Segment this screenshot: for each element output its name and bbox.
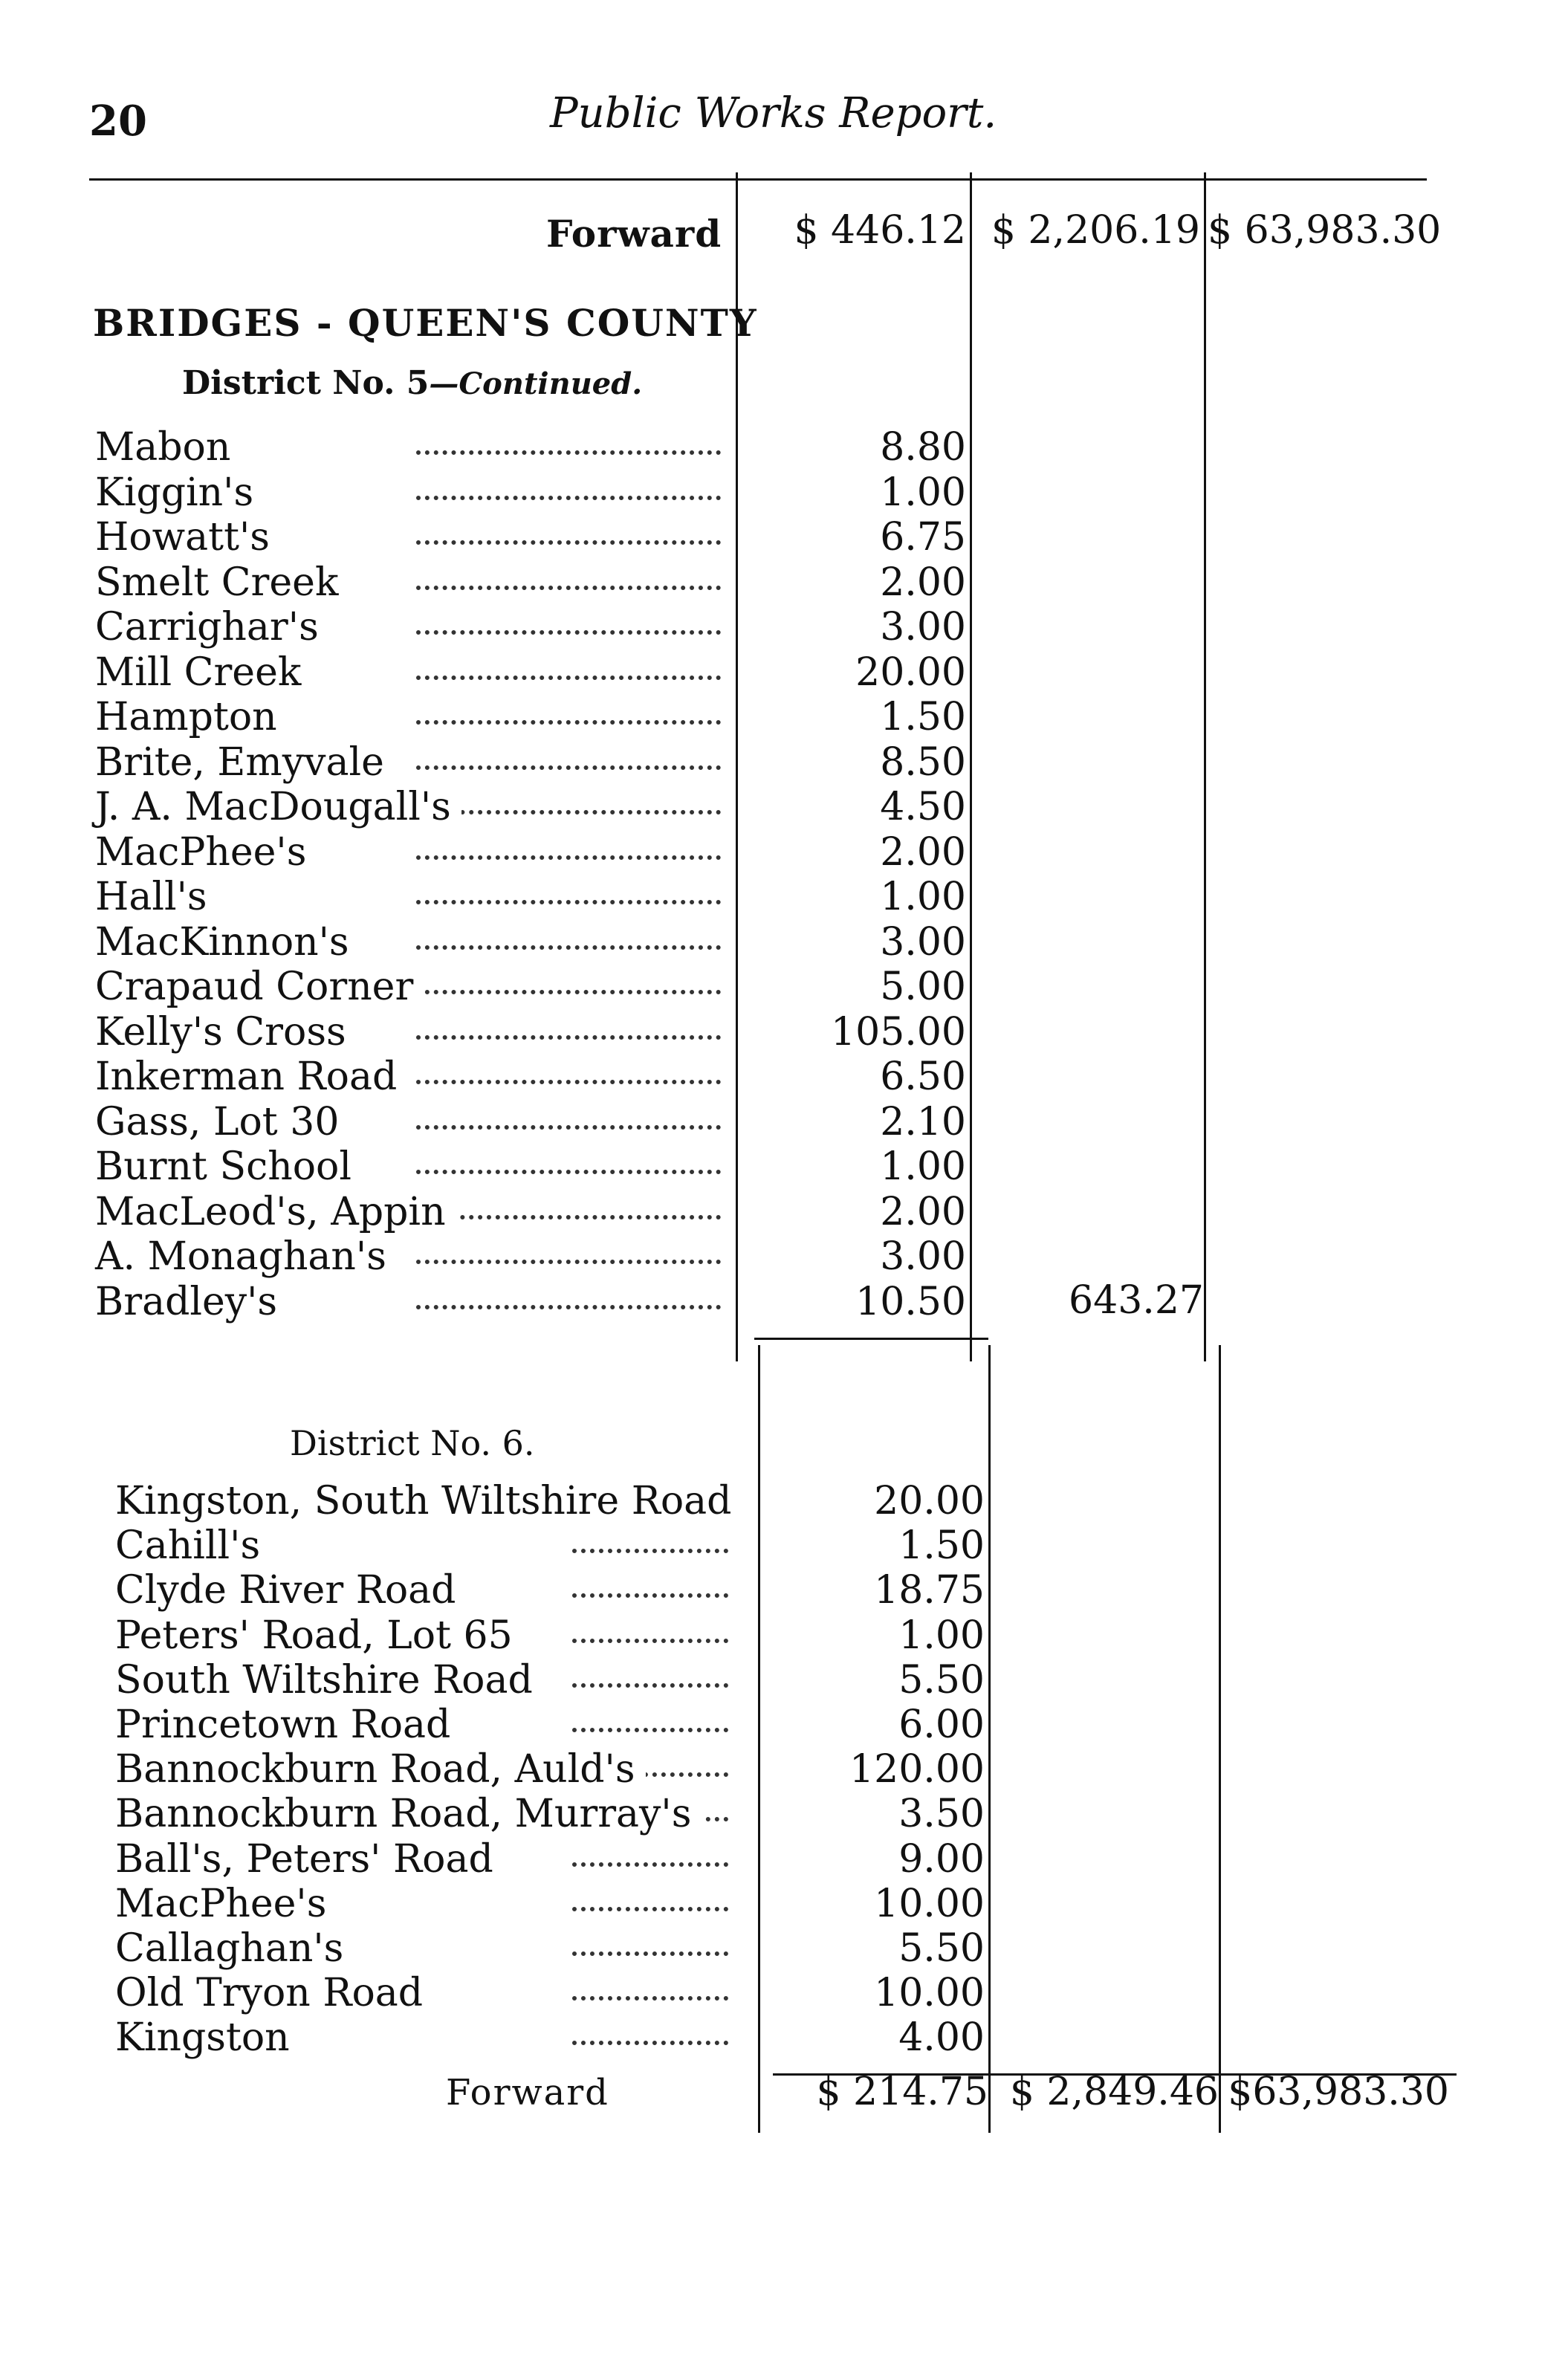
district-5-leader-dots (416, 810, 721, 814)
district-5-title (182, 364, 642, 402)
running-title: Public Works Report. (550, 89, 997, 137)
district-5-leader-dots (416, 676, 721, 680)
district-5-item-name: A. Monaghan's (95, 1234, 397, 1279)
district-6-item-name: Bannockburn Road, Auld's (115, 1747, 646, 1792)
forward-col3-bottom: $63,983.30 (1228, 2070, 1449, 2114)
district-5-item-amount: 20.00 (855, 650, 966, 695)
forward-col1-bottom: $ 214.75 (816, 2070, 988, 2114)
district-5-leader-dots (416, 586, 721, 590)
district-5-leader-dots (416, 900, 721, 904)
district-6-item-amount: 6.00 (898, 1703, 985, 1747)
district-6-item-name: South Wiltshire Road (115, 1658, 543, 1703)
district-5-item-name: Kiggin's (95, 470, 264, 515)
district-5-leader-dots (416, 765, 721, 770)
district-5-item-amount: 8.50 (880, 739, 966, 785)
page-number: 20 (89, 97, 147, 146)
district-5-item-name: Carrighar's (95, 605, 329, 650)
forward-col3-top: $ 63,983.30 (1208, 208, 1442, 253)
district-6-item-name: Ball's, Peters' Road (115, 1837, 504, 1882)
district-6-leader-dots (572, 1951, 728, 1956)
district-5-item-amount: 1.00 (880, 1144, 966, 1189)
district-6-leader-dots (572, 1996, 728, 2001)
district-5-item-amount: 8.80 (880, 425, 966, 470)
district-5-item-name: Hall's (95, 875, 218, 919)
district-5-item-name: Crapaud Corner (95, 965, 424, 1009)
district-5-item-name: Howatt's (95, 515, 280, 560)
district-6-item-amount: 5.50 (898, 1926, 985, 1971)
district-6-item-amount: 120.00 (849, 1747, 985, 1792)
district-5-item-name: Smelt Creek (95, 560, 349, 605)
district-5-item-name: MacPhee's (95, 830, 317, 875)
header-rule (89, 178, 1427, 181)
column-rule-2 (970, 172, 972, 1361)
district-5-subtotal: 643.27 (1069, 1278, 1204, 1323)
district-5-subtotal-rule (754, 1338, 988, 1340)
district-6-item-amount: 10.00 (874, 1881, 985, 1926)
district-5-item-amount: 6.75 (880, 515, 966, 560)
district-5-leader-dots (416, 1080, 721, 1084)
district-5-leader-dots (416, 1260, 721, 1264)
district-6-item-amount: 4.00 (898, 2015, 985, 2061)
district-6-leader-dots (572, 2041, 728, 2045)
district-5-item-name: Mill Creek (95, 650, 311, 695)
district-6-leader-dots (572, 1683, 728, 1688)
district-5-item-amount: 2.00 (880, 829, 966, 875)
district-6-item-name: Old Tryon Road (115, 1971, 433, 2015)
district-5-leader-dots (416, 1125, 721, 1130)
forward-label-top: Forward (546, 212, 722, 256)
district-5-leader-dots (416, 1305, 721, 1309)
forward-col2-bottom: $ 2,849.46 (1009, 2070, 1219, 2114)
district-6-leader-dots (572, 1907, 728, 1911)
forward-label-bottom: Forward (446, 2072, 609, 2113)
district-6-item-amount: 10.00 (874, 1971, 985, 2016)
district-5-item-amount: 1.50 (880, 695, 966, 739)
district-6-leader-dots (572, 1862, 728, 1867)
district-6-leader-dots (572, 1728, 728, 1732)
district-5-item-name: J. A. MacDougall's (95, 785, 461, 829)
column-rule-2b (988, 1345, 991, 2133)
district-5-item-amount: 5.00 (880, 965, 966, 1009)
district-6-leader-dots (572, 1593, 728, 1598)
district-6-item-name: Bannockburn Road, Murray's (115, 1792, 702, 1836)
section-title: BRIDGES - QUEEN'S COUNTY (93, 301, 758, 345)
district-5-item-amount: 2.10 (880, 1099, 966, 1144)
district-6-item-name: MacPhee's (115, 1882, 337, 1926)
district-5-item-name: MacLeod's, Appin (95, 1190, 456, 1234)
district-6-item-amount: 5.50 (898, 1657, 985, 1703)
district-5-leader-dots (416, 1215, 721, 1219)
district-6-leader-dots (572, 1549, 728, 1553)
district-5-leader-dots (416, 1035, 721, 1040)
district-5-item-name: Brite, Emyvale (95, 740, 395, 785)
district-5-item-name: Bradley's (95, 1280, 288, 1324)
forward-col2-top: $ 2,206.19 (991, 208, 1200, 253)
forward-col1-top: $ 446.12 (794, 208, 966, 253)
district-5-leader-dots (416, 945, 721, 950)
column-rule-3 (1204, 172, 1206, 1361)
district-5-item-amount: 6.50 (880, 1055, 966, 1099)
district-5-item-name: Burnt School (95, 1144, 362, 1189)
district-5-title-suffix: —Continued. (429, 366, 643, 401)
district-5-item-name: Kelly's Cross (95, 1010, 357, 1055)
district-5-leader-dots (416, 450, 721, 455)
district-5-leader-dots (416, 855, 721, 860)
district-6-item-name: Peters' Road, Lot 65 (115, 1613, 523, 1658)
district-5-item-amount: 3.00 (880, 605, 966, 650)
district-6-title: District No. 6. (290, 1423, 535, 1463)
district-6-item-amount: 18.75 (874, 1568, 985, 1613)
district-5-item-name: MacKinnon's (95, 920, 360, 965)
district-5-title-text: District No. 5 (182, 364, 430, 402)
district-5-item-amount: 3.00 (880, 1234, 966, 1279)
district-5-item-name: Gass, Lot 30 (95, 1100, 349, 1144)
district-6-item-amount: 9.00 (898, 1836, 985, 1882)
district-6-item-amount: 1.50 (898, 1523, 985, 1569)
district-6-item-name: Cahill's (115, 1523, 270, 1568)
district-6-item-amount: 1.00 (898, 1613, 985, 1658)
district-5-item-amount: 3.00 (880, 919, 966, 965)
district-6-item-name: Princetown Road (115, 1703, 461, 1747)
district-6-item-name: Callaghan's (115, 1926, 354, 1971)
district-5-item-amount: 10.50 (855, 1279, 966, 1324)
district-5-item-name: Mabon (95, 425, 241, 470)
district-5-leader-dots (416, 990, 721, 994)
district-5-leader-dots (416, 496, 721, 500)
district-5-item-amount: 2.00 (880, 560, 966, 605)
district-6-item-amount: 20.00 (874, 1479, 985, 1523)
district-6-item-name: Kingston, South Wiltshire Road (115, 1479, 742, 1523)
district-5-item-name: Hampton (95, 695, 288, 739)
district-5-item-amount: 4.50 (880, 785, 966, 829)
district-5-item-amount: 1.00 (880, 470, 966, 515)
district-6-leader-dots (572, 1639, 728, 1643)
column-rule-3b (1219, 1345, 1221, 2133)
district-5-leader-dots (416, 540, 721, 545)
district-5-leader-dots (416, 1170, 721, 1174)
district-5-leader-dots (416, 720, 721, 725)
district-6-item-name: Kingston (115, 2015, 300, 2060)
district-5-item-amount: 105.00 (831, 1009, 966, 1055)
district-5-item-name: Inkerman Road (95, 1055, 407, 1099)
district-5-leader-dots (416, 630, 721, 635)
district-6-item-name: Clyde River Road (115, 1568, 466, 1613)
district-5-item-amount: 2.00 (880, 1189, 966, 1234)
district-5-item-amount: 1.00 (880, 875, 966, 919)
district-6-item-amount: 3.50 (898, 1792, 985, 1837)
